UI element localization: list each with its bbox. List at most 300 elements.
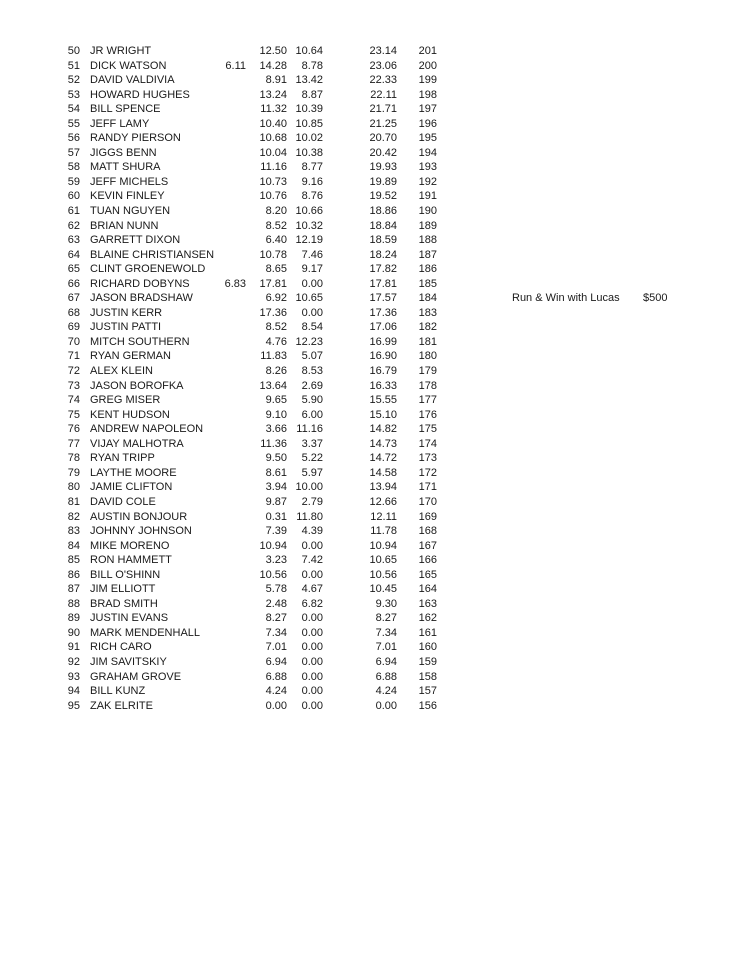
score1-cell: 8.52 <box>265 219 287 232</box>
score1-cell: 6.92 <box>265 292 287 305</box>
points-cell: 160 <box>418 641 437 654</box>
total-cell: 21.71 <box>369 103 397 116</box>
table-row <box>0 480 742 495</box>
total-cell: 20.42 <box>369 146 397 159</box>
points-cell: 192 <box>418 175 437 188</box>
total-cell: 17.36 <box>369 306 397 319</box>
points-cell: 178 <box>418 379 437 392</box>
score1-cell: 12.50 <box>259 45 287 57</box>
score2-cell: 10.65 <box>295 292 323 305</box>
rank-cell: 55 <box>67 117 80 130</box>
total-cell: 13.94 <box>369 481 397 494</box>
score2-cell: 5.97 <box>301 466 323 479</box>
total-cell: 16.90 <box>369 350 397 363</box>
rank-cell: 92 <box>67 655 80 668</box>
rank-cell: 77 <box>67 437 80 450</box>
total-cell: 16.79 <box>369 365 397 378</box>
table-row <box>0 364 742 379</box>
total-cell: 16.99 <box>369 335 397 348</box>
score2-cell: 6.82 <box>301 597 323 610</box>
rank-cell: 61 <box>67 205 80 218</box>
rank-cell: 87 <box>67 583 80 596</box>
points-cell: 172 <box>418 466 437 479</box>
table-row <box>0 44 742 59</box>
table-row <box>0 349 742 364</box>
score2-cell: 10.38 <box>295 146 323 159</box>
table-row <box>0 248 742 263</box>
score1-cell: 6.94 <box>265 655 287 668</box>
points-cell: 173 <box>418 452 437 465</box>
points-cell: 193 <box>418 161 437 174</box>
score2-cell: 4.39 <box>301 525 323 538</box>
rank-cell: 80 <box>67 481 80 494</box>
score1-cell: 8.27 <box>265 612 287 625</box>
score1-cell: 9.50 <box>265 452 287 465</box>
points-cell: 186 <box>418 263 437 276</box>
table-row <box>0 524 742 539</box>
rank-cell: 54 <box>67 103 80 116</box>
name-cell: BRAD SMITH <box>90 597 158 610</box>
points-cell: 162 <box>418 612 437 625</box>
points-cell: 169 <box>418 510 437 523</box>
points-cell: 171 <box>418 481 437 494</box>
score1-cell: 8.20 <box>265 205 287 218</box>
score2-cell: 0.00 <box>301 626 323 639</box>
score1-cell: 4.24 <box>265 685 287 698</box>
points-cell: 196 <box>418 117 437 130</box>
points-cell: 157 <box>418 685 437 698</box>
table-row <box>0 495 742 510</box>
score2-cell: 8.54 <box>301 321 323 334</box>
total-cell: 19.52 <box>369 190 397 203</box>
score1-cell: 10.04 <box>259 146 287 159</box>
rank-cell: 63 <box>67 234 80 247</box>
score1-cell: 8.61 <box>265 466 287 479</box>
score1-cell: 8.91 <box>265 74 287 87</box>
total-cell: 18.59 <box>369 234 397 247</box>
table-row <box>0 670 742 685</box>
rank-cell: 53 <box>67 88 80 101</box>
rank-cell: 95 <box>67 699 80 712</box>
name-cell: DAVID COLE <box>90 495 156 508</box>
rank-cell: 75 <box>67 408 80 421</box>
table-row <box>0 117 742 132</box>
score2-cell: 0.00 <box>301 655 323 668</box>
name-cell: JEFF MICHELS <box>90 175 169 188</box>
score2-cell: 8.87 <box>301 88 323 101</box>
score1-cell: 14.28 <box>259 59 287 72</box>
total-cell: 10.65 <box>369 554 397 567</box>
rank-cell: 83 <box>67 525 80 538</box>
points-cell: 183 <box>418 306 437 319</box>
table-row <box>0 393 742 408</box>
score1-cell: 9.10 <box>265 408 287 421</box>
total-cell: 10.45 <box>369 583 397 596</box>
table-row <box>0 73 742 88</box>
score2-cell: 2.79 <box>301 495 323 508</box>
score1-cell: 3.66 <box>265 423 287 436</box>
prize-note-amount: $500 <box>643 292 668 304</box>
table-row <box>0 640 742 655</box>
points-cell: 180 <box>418 350 437 363</box>
score2-cell: 2.69 <box>301 379 323 392</box>
rank-cell: 60 <box>67 190 80 203</box>
points-cell: 156 <box>418 699 437 712</box>
name-cell: RICHARD DOBYNS <box>90 277 190 290</box>
name-cell: MIKE MORENO <box>90 539 170 552</box>
table-row <box>0 175 742 190</box>
prize-note-label: Run & Win with Lucas <box>512 292 620 304</box>
score1-cell: 17.81 <box>259 277 287 290</box>
total-cell: 10.94 <box>369 539 397 552</box>
score2-cell: 8.53 <box>301 365 323 378</box>
points-cell: 184 <box>418 292 437 305</box>
total-cell: 22.33 <box>369 74 397 87</box>
score1-cell: 10.76 <box>259 190 287 203</box>
name-cell: ALEX KLEIN <box>90 365 153 378</box>
points-cell: 164 <box>418 583 437 596</box>
rank-cell: 59 <box>67 175 80 188</box>
score2-cell: 0.00 <box>301 699 323 712</box>
score2-cell: 8.78 <box>301 59 323 72</box>
score1-cell: 7.39 <box>265 525 287 538</box>
total-cell: 18.24 <box>369 248 397 261</box>
name-cell: KEVIN FINLEY <box>90 190 165 203</box>
rank-cell: 81 <box>67 495 80 508</box>
name-cell: GARRETT DIXON <box>90 234 181 247</box>
score2-cell: 4.67 <box>301 583 323 596</box>
points-cell: 168 <box>418 525 437 538</box>
score2-cell: 7.42 <box>301 554 323 567</box>
score1-cell: 6.88 <box>265 670 287 683</box>
table-row <box>0 102 742 117</box>
rank-cell: 78 <box>67 452 80 465</box>
points-cell: 191 <box>418 190 437 203</box>
name-cell: JASON BOROFKA <box>90 379 184 392</box>
score1-cell: 10.73 <box>259 175 287 188</box>
score2-cell: 10.66 <box>295 205 323 218</box>
total-cell: 11.78 <box>370 525 397 538</box>
name-cell: RYAN GERMAN <box>90 350 171 363</box>
score2-cell: 5.07 <box>301 350 323 363</box>
name-cell: MARK MENDENHALL <box>90 626 201 639</box>
score1-cell: 5.78 <box>265 583 287 596</box>
name-cell: DAVID VALDIVIA <box>90 74 175 87</box>
name-cell: JUSTIN EVANS <box>90 612 169 625</box>
score2-cell: 10.32 <box>295 219 323 232</box>
table-row <box>0 568 742 583</box>
table-row <box>0 553 742 568</box>
total-cell: 20.70 <box>369 132 397 145</box>
total-cell: 8.27 <box>375 612 397 625</box>
score1-cell: 7.34 <box>265 626 287 639</box>
score2-cell: 5.90 <box>301 394 323 407</box>
table-row <box>0 320 742 335</box>
rank-cell: 58 <box>67 161 80 174</box>
table-row <box>0 262 742 277</box>
total-cell: 23.06 <box>369 59 397 72</box>
table-row <box>0 408 742 423</box>
score2-cell: 9.17 <box>301 263 323 276</box>
total-cell: 7.34 <box>375 626 397 639</box>
score2-cell: 0.00 <box>301 568 323 581</box>
name-cell: RYAN TRIPP <box>90 452 155 465</box>
name-cell: MITCH SOUTHERN <box>90 335 190 348</box>
rank-cell: 51 <box>67 59 80 72</box>
name-cell: HOWARD HUGHES <box>90 88 190 101</box>
total-cell: 22.11 <box>370 88 397 101</box>
table-row <box>0 233 742 248</box>
name-cell: ANDREW NAPOLEON <box>90 423 204 436</box>
name-cell: JR WRIGHT <box>90 45 152 57</box>
total-cell: 4.24 <box>375 685 397 698</box>
rank-cell: 56 <box>67 132 80 145</box>
score1-cell: 0.31 <box>265 510 287 523</box>
score2-cell: 0.00 <box>301 612 323 625</box>
name-cell: JUSTIN KERR <box>90 306 163 319</box>
table-row <box>0 291 742 306</box>
table-row <box>0 189 742 204</box>
score2-cell: 11.80 <box>296 510 323 523</box>
rank-cell: 74 <box>67 394 80 407</box>
points-cell: 159 <box>418 655 437 668</box>
table-row <box>0 160 742 175</box>
points-cell: 182 <box>418 321 437 334</box>
table-row <box>0 437 742 452</box>
score2-cell: 11.16 <box>296 423 323 436</box>
points-cell: 174 <box>418 437 437 450</box>
score1-cell: 13.24 <box>259 88 287 101</box>
score1-cell: 13.64 <box>259 379 287 392</box>
total-cell: 23.14 <box>369 45 397 57</box>
rank-cell: 79 <box>67 466 80 479</box>
total-cell: 21.25 <box>369 117 397 130</box>
rank-cell: 89 <box>67 612 80 625</box>
rank-cell: 91 <box>67 641 80 654</box>
name-cell: VIJAY MALHOTRA <box>90 437 184 450</box>
score1-cell: 10.56 <box>259 568 287 581</box>
total-cell: 0.00 <box>375 699 397 712</box>
rank-cell: 94 <box>67 685 80 698</box>
score2-cell: 0.00 <box>301 641 323 654</box>
score2-cell: 0.00 <box>301 685 323 698</box>
total-cell: 17.81 <box>369 277 397 290</box>
table-row <box>0 306 742 321</box>
score2-cell: 10.00 <box>295 481 323 494</box>
rank-cell: 70 <box>67 335 80 348</box>
rank-cell: 64 <box>67 248 80 261</box>
points-cell: 201 <box>418 45 437 57</box>
rank-cell: 62 <box>67 219 80 232</box>
name-cell: JUSTIN PATTI <box>90 321 162 334</box>
points-cell: 176 <box>418 408 437 421</box>
score2-cell: 12.23 <box>295 335 323 348</box>
name-cell: CLINT GROENEWOLD <box>90 263 206 276</box>
rank-cell: 88 <box>67 597 80 610</box>
points-cell: 189 <box>418 219 437 232</box>
score1-cell: 8.26 <box>265 365 287 378</box>
total-cell: 14.58 <box>369 466 397 479</box>
score2-cell: 12.19 <box>295 234 323 247</box>
name-cell: JAMIE CLIFTON <box>90 481 173 494</box>
total-cell: 14.82 <box>369 423 397 436</box>
bonus-cell: 6.83 <box>224 277 246 290</box>
score1-cell: 10.40 <box>259 117 287 130</box>
total-cell: 19.93 <box>369 161 397 174</box>
points-cell: 200 <box>418 59 437 72</box>
total-cell: 12.66 <box>369 495 397 508</box>
points-cell: 163 <box>418 597 437 610</box>
points-cell: 167 <box>418 539 437 552</box>
points-cell: 181 <box>418 335 437 348</box>
table-row <box>0 699 742 714</box>
rank-cell: 50 <box>67 45 80 57</box>
score1-cell: 10.94 <box>259 539 287 552</box>
name-cell: AUSTIN BONJOUR <box>90 510 188 523</box>
points-cell: 161 <box>418 626 437 639</box>
rank-cell: 68 <box>67 306 80 319</box>
total-cell: 12.11 <box>370 510 397 523</box>
score1-cell: 4.76 <box>265 335 287 348</box>
rank-cell: 72 <box>67 365 80 378</box>
score1-cell: 7.01 <box>265 641 287 654</box>
total-cell: 16.33 <box>369 379 397 392</box>
name-cell: LAYTHE MOORE <box>90 466 177 479</box>
table-row <box>0 611 742 626</box>
score2-cell: 0.00 <box>301 306 323 319</box>
table-row <box>0 597 742 612</box>
name-cell: MATT SHURA <box>90 161 161 174</box>
total-cell: 18.84 <box>369 219 397 232</box>
points-cell: 158 <box>418 670 437 683</box>
rank-cell: 69 <box>67 321 80 334</box>
name-cell: RON HAMMETT <box>90 554 172 567</box>
rank-cell: 65 <box>67 263 80 276</box>
points-cell: 170 <box>418 495 437 508</box>
rank-cell: 71 <box>67 350 80 363</box>
table-row <box>0 510 742 525</box>
score1-cell: 10.68 <box>259 132 287 145</box>
score2-cell: 0.00 <box>301 277 323 290</box>
total-cell: 15.55 <box>369 394 397 407</box>
points-cell: 177 <box>418 394 437 407</box>
points-cell: 175 <box>418 423 437 436</box>
score1-cell: 9.87 <box>265 495 287 508</box>
score2-cell: 0.00 <box>301 539 323 552</box>
name-cell: BILL O'SHINN <box>90 568 161 581</box>
score1-cell: 11.32 <box>260 103 287 116</box>
score1-cell: 8.65 <box>265 263 287 276</box>
total-cell: 6.94 <box>375 655 397 668</box>
table-row <box>0 626 742 641</box>
table-row <box>0 684 742 699</box>
rank-cell: 85 <box>67 554 80 567</box>
score1-cell: 0.00 <box>265 699 287 712</box>
table-row <box>0 204 742 219</box>
rank-cell: 67 <box>67 292 80 305</box>
rank-cell: 66 <box>67 277 80 290</box>
table-row <box>0 335 742 350</box>
score2-cell: 0.00 <box>301 670 323 683</box>
total-cell: 17.57 <box>369 292 397 305</box>
score2-cell: 3.37 <box>301 437 323 450</box>
total-cell: 17.06 <box>369 321 397 334</box>
score1-cell: 8.52 <box>265 321 287 334</box>
table-row <box>0 422 742 437</box>
rank-cell: 57 <box>67 146 80 159</box>
table-row <box>0 59 742 74</box>
score2-cell: 10.64 <box>295 45 323 57</box>
points-cell: 179 <box>418 365 437 378</box>
points-cell: 194 <box>418 146 437 159</box>
score1-cell: 11.16 <box>260 161 287 174</box>
score1-cell: 10.78 <box>259 248 287 261</box>
total-cell: 18.86 <box>369 205 397 218</box>
table-row <box>0 131 742 146</box>
table-row <box>0 146 742 161</box>
total-cell: 14.72 <box>369 452 397 465</box>
name-cell: ZAK ELRITE <box>90 699 153 712</box>
total-cell: 6.88 <box>375 670 397 683</box>
score2-cell: 9.16 <box>301 175 323 188</box>
name-cell: GREG MISER <box>90 394 161 407</box>
points-cell: 188 <box>418 234 437 247</box>
rank-cell: 86 <box>67 568 80 581</box>
name-cell: JIM SAVITSKIY <box>90 655 167 668</box>
total-cell: 15.10 <box>369 408 397 421</box>
total-cell: 10.56 <box>369 568 397 581</box>
score2-cell: 7.46 <box>301 248 323 261</box>
standings-table <box>0 44 742 713</box>
name-cell: BLAINE CHRISTIANSEN <box>90 248 215 261</box>
rank-cell: 52 <box>67 74 80 87</box>
points-cell: 187 <box>418 248 437 261</box>
table-row <box>0 582 742 597</box>
table-row <box>0 451 742 466</box>
points-cell: 165 <box>418 568 437 581</box>
name-cell: JASON BRADSHAW <box>90 292 193 305</box>
total-cell: 17.82 <box>369 263 397 276</box>
name-cell: BRIAN NUNN <box>90 219 159 232</box>
score1-cell: 6.40 <box>265 234 287 247</box>
name-cell: KENT HUDSON <box>90 408 170 421</box>
name-cell: RICH CARO <box>90 641 152 654</box>
points-cell: 166 <box>418 554 437 567</box>
total-cell: 7.01 <box>375 641 397 654</box>
score2-cell: 8.76 <box>301 190 323 203</box>
name-cell: DICK WATSON <box>90 59 167 72</box>
rank-cell: 93 <box>67 670 80 683</box>
rank-cell: 73 <box>67 379 80 392</box>
score1-cell: 2.48 <box>265 597 287 610</box>
score2-cell: 13.42 <box>295 74 323 87</box>
total-cell: 9.30 <box>375 597 397 610</box>
table-row <box>0 219 742 234</box>
table-row <box>0 379 742 394</box>
total-cell: 14.73 <box>369 437 397 450</box>
score2-cell: 10.02 <box>295 132 323 145</box>
points-cell: 185 <box>418 277 437 290</box>
points-cell: 195 <box>418 132 437 145</box>
rank-cell: 84 <box>67 539 80 552</box>
score2-cell: 8.77 <box>301 161 323 174</box>
name-cell: JIM ELLIOTT <box>90 583 156 596</box>
score1-cell: 11.83 <box>260 350 287 363</box>
name-cell: GRAHAM GROVE <box>90 670 182 683</box>
score2-cell: 6.00 <box>301 408 323 421</box>
table-row <box>0 539 742 554</box>
name-cell: JEFF LAMY <box>90 117 150 130</box>
